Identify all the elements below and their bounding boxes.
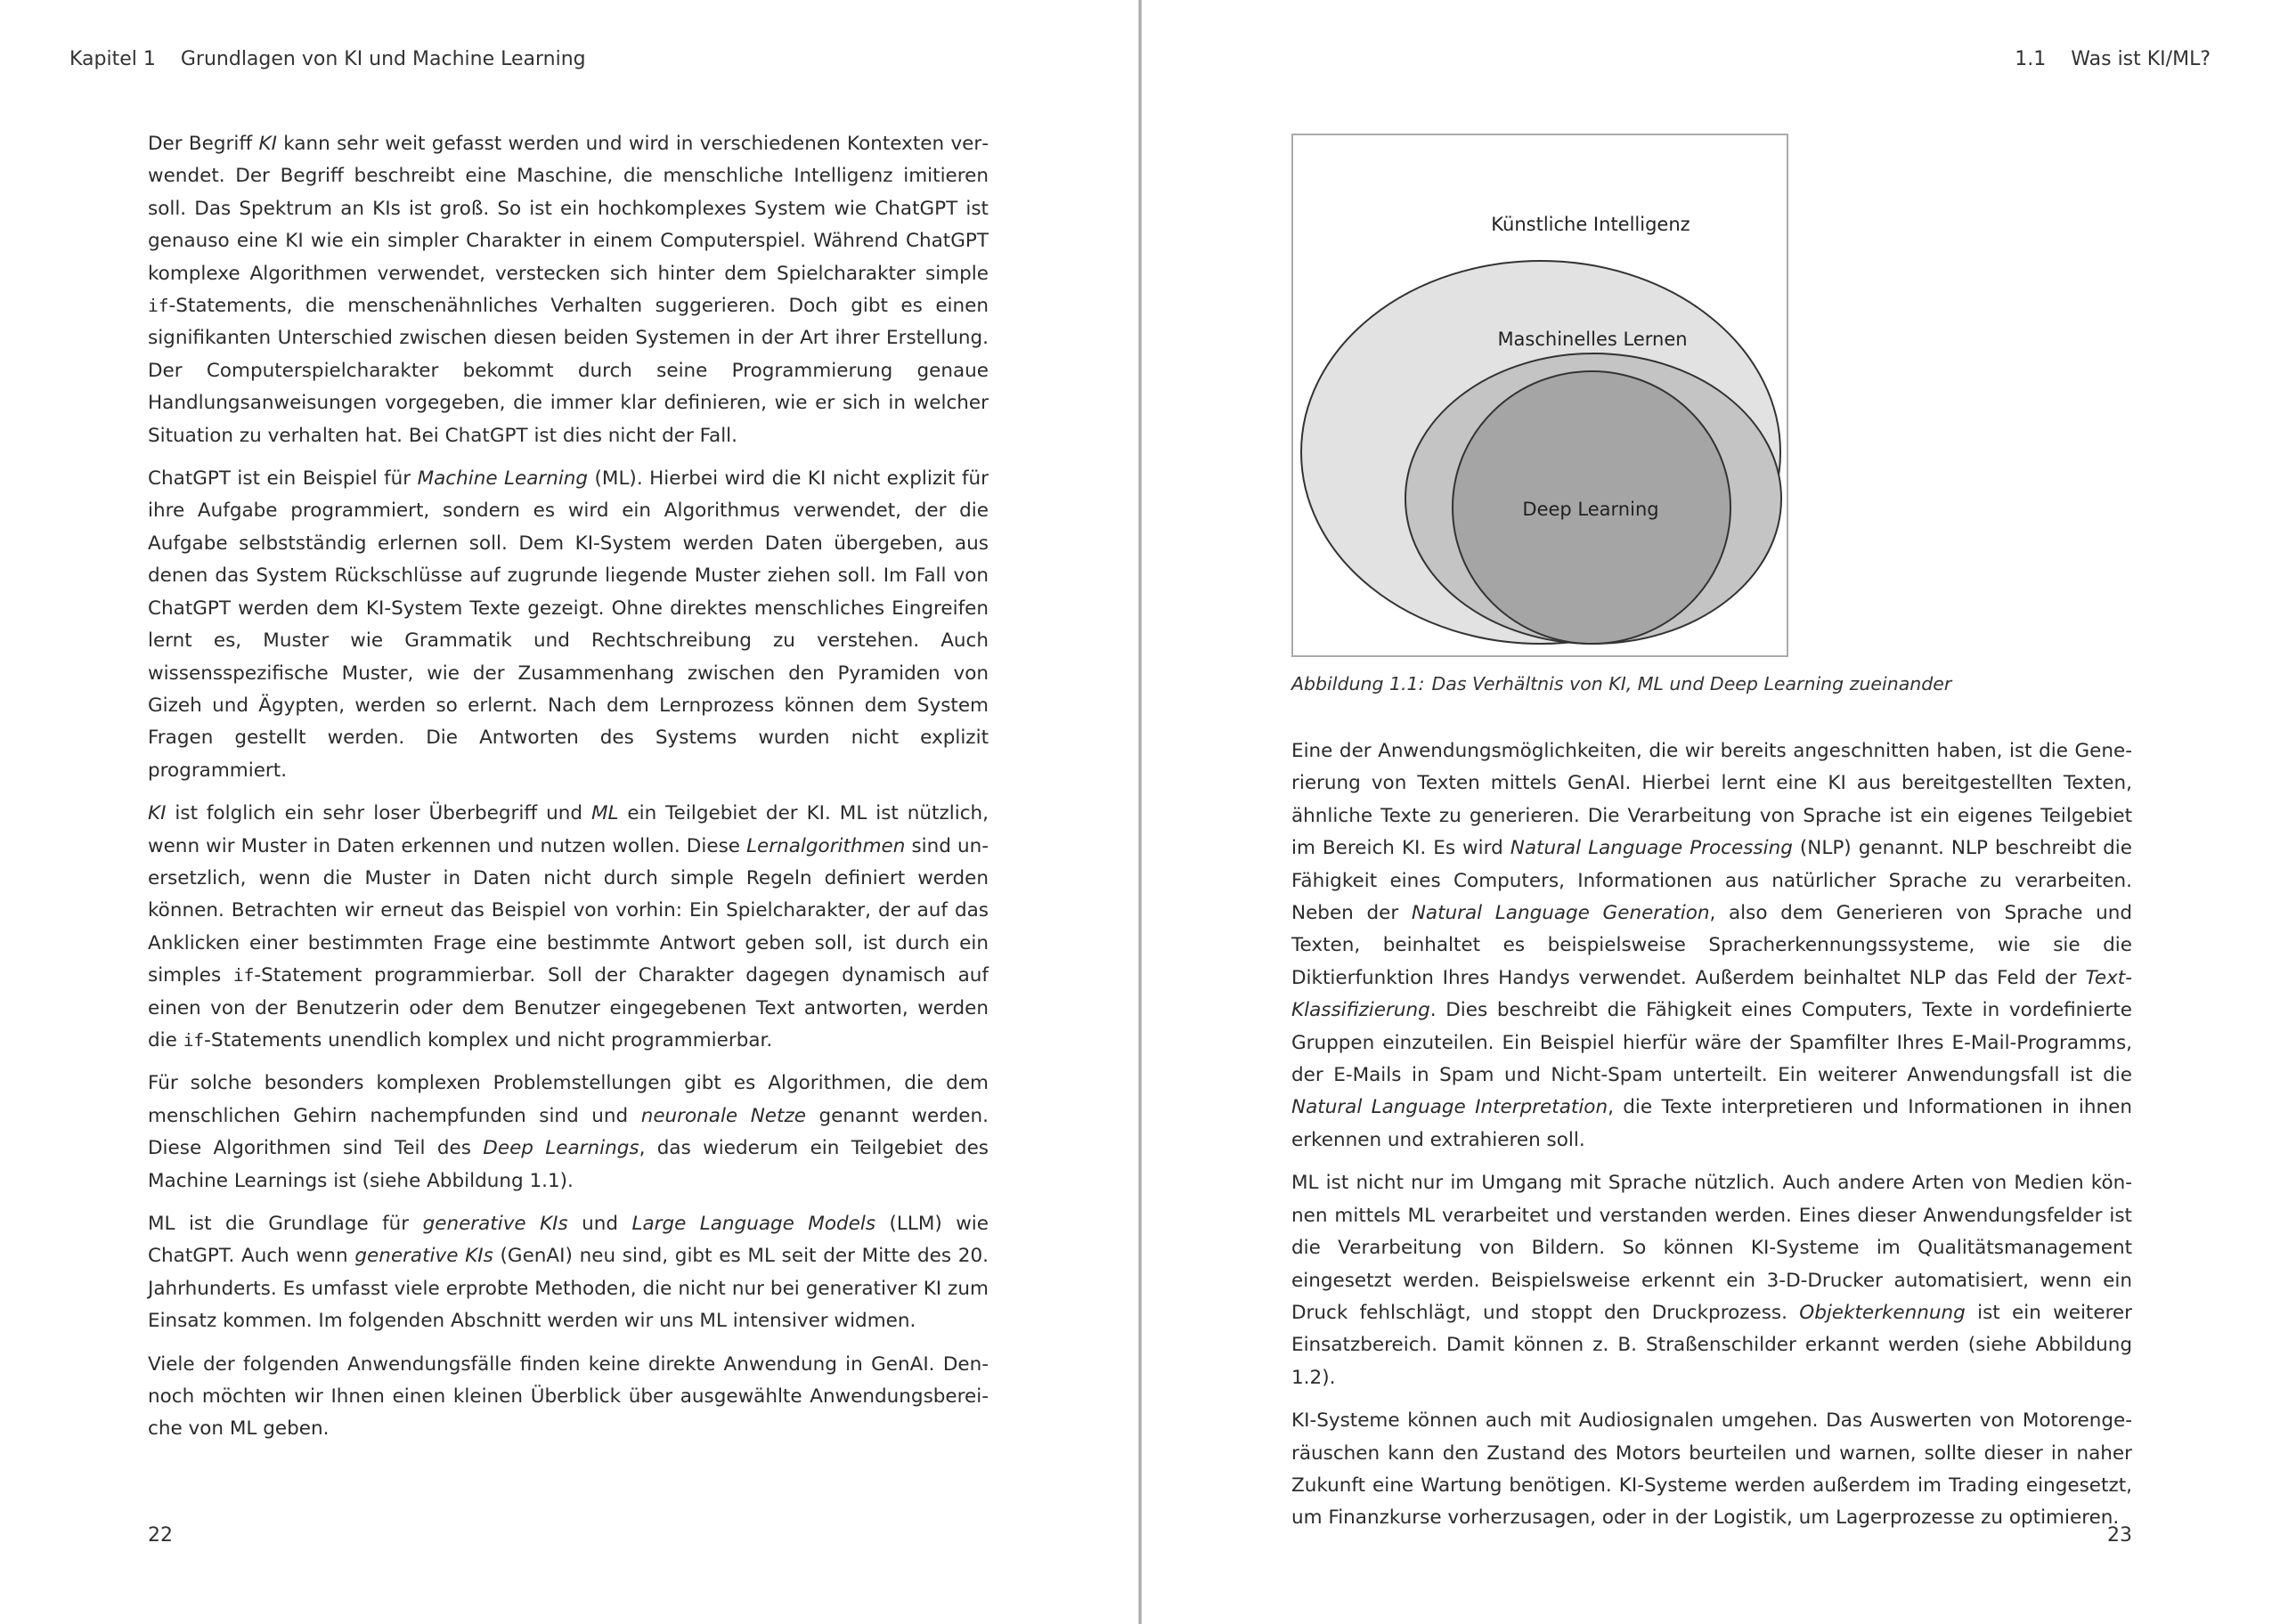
paragraph: KI-Systeme können auch mit Audiosignalen umgehen. Das Auswerten von Motorengeräuschen kann den Zustand des Motors beurteilen und warnen, sollte dieser in naher Zukunft eine Wartung benötigen. KI-Systeme werden außerdem im Trading eingesetzt, um Finanzkurse vorherzusagen, oder in der Logistik, um Lagerprozesse zu optimieren. xyxy=(1291,1409,2132,1530)
paragraph: Der Begriff KI kann sehr weit gefasst werden und wird in verschiedenen Kontexten verwendet. Der Begriff beschreibt eine Maschine, die menschliche Intelligenz imitieren soll. Das Spektrum an KIs ist groß. So ist ein hochkomplexes System wie ChatGPT ist genauso eine KI wie ein simpler Charakter in einem Computerspiel. Während ChatGPT komplexe Algorithmen verwendet, verstecken sich hinter dem Spielcharakter simple if-Statements, die menschenähnliches Verhalten suggerieren. Doch gibt es einen signifikanten Unterschied zwischen diesen beiden Systemen in der Art ihrer Erstellung. Der Computerspielcharakter bekommt durch seine Programmierung genaue Handlungsanweisungen vorgegeben, die immer klar definieren, wie er sich in welcher Situation zu verhalten hat. Bei ChatGPT ist dies nicht der Fall. xyxy=(148,133,989,447)
chapter-label: Kapitel 1 xyxy=(69,48,156,70)
paragraph: KI ist folglich ein sehr loser Überbegriff und ML ein Teilgebiet der KI. ML ist nützlich, wenn wir Muster in Daten erkennen und nutzen wollen. Diese Lernalgorithmen sind unersetzlich, wenn die Muster in Daten nicht durch simple Regeln definiert werden können. Betrachten wir erneut das Beispiel von vorhin: Ein Spielcharakter, der auf das Anklicken einer bestimmten Frage eine bestimmte Antwort geben soll, ist durch ein simples if-Statement programmierbar. Soll der Charakter dagegen dynamisch auf einen von der Benutzerin oder dem Benutzer eingegebenen Text antworten, werden die if-Statements unendlich komplex und nicht programmierbar. xyxy=(148,802,989,1052)
running-header-right xyxy=(2015,48,2211,70)
paragraph: ML ist die Grundlage für generative KIs und Large Language Models (LLM) wie ChatGPT. Auch wenn generative KIs (GenAI) neu sind, gibt es ML seit der Mitte des 20. Jahrhunderts. Es umfasst viele erprobte Methoden, die nicht nur bei generativer KI zum Einsatz kommen. Im folgenden Abschnitt werden wir uns ML intensiver widmen. xyxy=(148,1213,989,1333)
left-body-text xyxy=(148,128,989,1457)
left-page xyxy=(0,0,1138,1624)
right-page xyxy=(1142,0,2280,1624)
paragraph: Für solche besonders komplexen Problemstellungen gibt es Algorithmen, die dem menschlichen Gehirn nachempfunden sind und neuronale Netze genannt werden. Diese Algorithmen sind Teil des Deep Learnings, das wiederum ein Teilgebiet des Machine Learnings ist (siehe Abbildung 1.1). xyxy=(148,1072,989,1192)
venn-figure xyxy=(1291,134,1788,657)
chapter-title: Grundlagen von KI und Machine Learning xyxy=(180,48,586,70)
page-number-right: 23 xyxy=(2107,1524,2132,1547)
caption-label: Abbildung 1.1: xyxy=(1291,673,1425,694)
paragraph: Viele der folgenden Anwendungsfälle finden keine direkte Anwendung in GenAI. Dennoch möchten wir Ihnen einen kleinen Überblick über ausgewählte Anwendungsbereiche von ML geben. xyxy=(148,1352,989,1441)
paragraph: ML ist nicht nur im Umgang mit Sprache nützlich. Auch andere Arten von Medien können mittels ML verarbeitet und verstanden werden. Eines dieser Anwendungsfelder ist die Verarbeitung von Bildern. So können KI-Systeme im Qualitätsmanagement eingesetzt werden. Beispielsweise erkennt ein 3-D-Drucker automatisiert, wenn ein Druck fehlschlägt, und stoppt den Druckprozess. Objekterkennung ist ein weiterer Einsatzbereich. Damit können z. B. Straßenschilder erkannt werden (siehe Abbildung 1.2). xyxy=(1291,1172,2133,1389)
label-dl: Deep Learning xyxy=(1522,499,1659,520)
right-body-text xyxy=(1291,735,2132,1546)
section-title: Was ist KI/ML? xyxy=(2071,48,2211,70)
paragraph: Eine der Anwendungsmöglichkeiten, die wir bereits angeschnitten haben, ist die Generierung von Texten mittels GenAI. Hierbei lernt eine KI aus bereitgestellten Texten, ähnliche Texte zu generieren. Die Verarbeitung von Sprache ist ein eigenes Teilgebiet im Bereich KI. Es wird Natural Language Processing (NLP) genannt. NLP beschreibt die Fähigkeit eines Computers, Informationen aus natürlicher Sprache zu verarbeiten. Neben der Natural Language Generation, also dem Generieren von Sprache und Texten, beinhaltet es beispielsweise Spracherkennungssysteme, wie sie die Diktierfunktion Ihres Handys verwendet. Außerdem beinhaltet NLP das Feld der Text-Klassifizierung. Dies beschreibt die Fähigkeit eines Computers, Texte in vordefinierte Gruppen einzuteilen. Ein Beispiel hierfür wäre der Spamfilter Ihres E-Mail-Programms, der E-Mails in Spam und Nicht-Spam unterteilt. Ein weiterer Anwendungsfall ist die Natural Language Interpretation, die Texte interpretieren und Informationen in ihnen erkennen und extrahieren soll. xyxy=(1291,740,2133,1151)
section-number: 1.1 xyxy=(2015,48,2047,70)
paragraph: ChatGPT ist ein Beispiel für Machine Learning (ML). Hierbei wird die KI nicht explizit für ihre Aufgabe programmiert, sondern es wird ein Algorithmus verwendet, der die Aufgabe selbstständig erlernen soll. Dem KI-System werden Daten übergeben, aus denen das System Rückschlüsse auf zugrunde liegende Muster ziehen soll. Im Fall von ChatGPT werden dem KI-System Texte gezeigt. Ohne direktes menschliches Eingreifen lernt es, Muster wie Grammatik und Rechtschreibung zu verstehen. Auch wissensspezifische Muster, wie der Zusammenhang zwischen den Pyramiden von Gizeh und Ägypten, werden so erlernt. Nach dem Lernprozess können dem System Fragen gestellt werden. Die Antworten des Systems wurden nicht explizit programmiert. xyxy=(148,467,989,782)
running-header-left xyxy=(69,48,586,70)
figure-caption xyxy=(1291,673,1951,694)
label-ki: Künstliche Intelligenz xyxy=(1491,214,1690,235)
caption-text: Das Verhältnis von KI, ML und Deep Learning zueinander xyxy=(1431,673,1952,694)
label-ml: Maschinelles Lernen xyxy=(1497,329,1688,350)
nested-ellipses-diagram xyxy=(1293,135,1787,655)
page-number-left: 22 xyxy=(148,1524,173,1547)
